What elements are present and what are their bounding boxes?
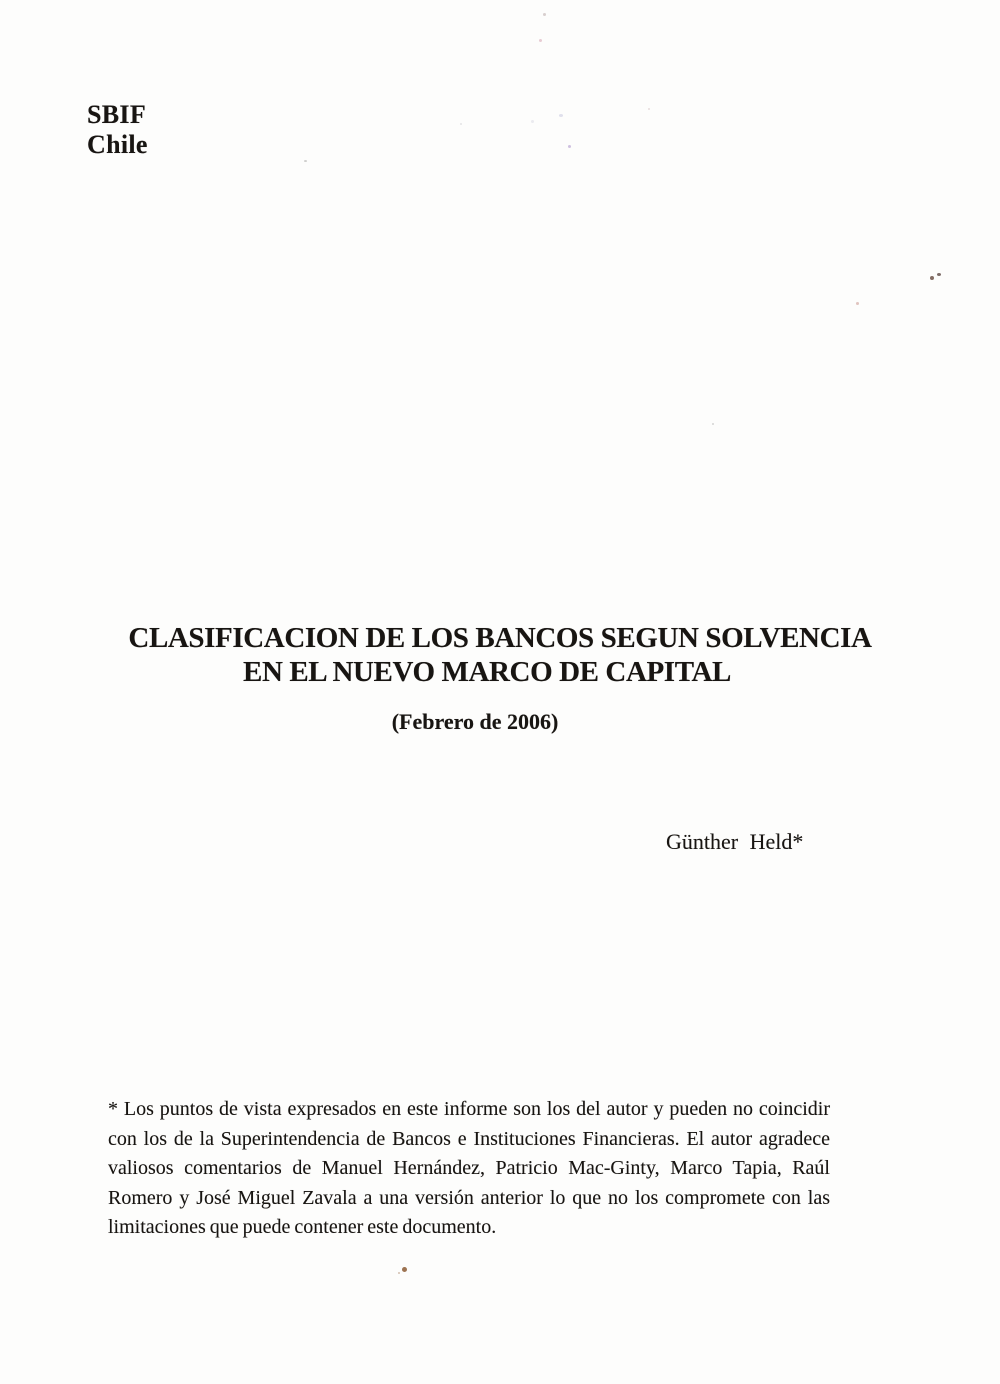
scan-speck bbox=[712, 423, 714, 425]
footnote-line-4: Romero y José Miguel Zavala a una versión anterior lo que no los compromete con las bbox=[108, 1186, 830, 1209]
scan-speck bbox=[402, 1267, 407, 1272]
footnote-line-5: limitaciones que puede contener este documento. bbox=[108, 1216, 497, 1238]
document-title bbox=[0, 621, 1000, 689]
scan-speck bbox=[398, 1272, 400, 1274]
footnote-line-1: * Los puntos de vista expresados en este informe son los del autor y pueden no coincidir bbox=[108, 1098, 830, 1120]
scan-speck bbox=[543, 13, 546, 16]
document-date: (Febrero de 2006) bbox=[391, 709, 559, 734]
title-line-1: CLASIFICACION DE LOS BANCOS SEGUN SOLVENCIA bbox=[128, 622, 872, 654]
scan-speck bbox=[531, 120, 534, 123]
org-country: Chile bbox=[87, 130, 148, 159]
footnote bbox=[108, 1095, 830, 1243]
footnote-line-3: valiosos comentarios de Manuel Hernández, Patricio Mac-Ginty, Marco Tapia, Raúl bbox=[108, 1157, 830, 1179]
footnote-line-2: con los de la Superintendencia de Bancos e Instituciones Financieras. El autor agradece bbox=[108, 1127, 830, 1150]
scan-speck bbox=[460, 123, 462, 125]
org-name: SBIF bbox=[87, 100, 147, 129]
scan-speck bbox=[539, 39, 542, 42]
scan-speck bbox=[930, 276, 934, 280]
scan-speck bbox=[304, 160, 307, 162]
org-header bbox=[87, 100, 148, 160]
scan-speck bbox=[937, 273, 941, 276]
scan-speck bbox=[559, 114, 563, 117]
scan-speck bbox=[648, 108, 650, 110]
title-line-2: EN EL NUEVO MARCO DE CAPITAL bbox=[243, 656, 731, 688]
scan-speck bbox=[568, 145, 571, 148]
author-name: Günther Held* bbox=[666, 829, 804, 854]
scan-speck bbox=[856, 302, 859, 305]
